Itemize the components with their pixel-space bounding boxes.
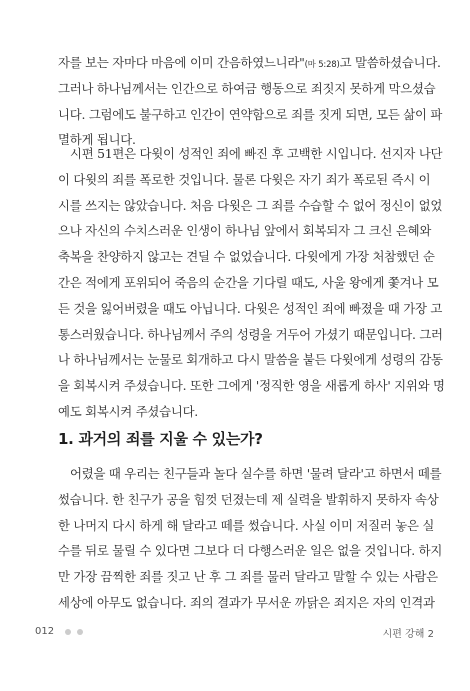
text-line: 멸하게 됩니다. [58, 132, 136, 148]
page-footer-left [35, 626, 83, 637]
text-line: 썼습니다. 한 친구가 공을 힘껏 던졌는데 제 실력을 발휘하지 못하자 속상 [58, 491, 439, 507]
text-line: 시편 51편은 다윗이 성적인 죄에 빠진 후 고백한 시입니다. 선지자 나단 [70, 146, 443, 161]
paragraph-1 [58, 50, 443, 153]
text-line: 나 하나님께서는 눈물로 회개하고 다시 말씀을 붙든 다윗에게 성령의 감동 [58, 352, 443, 368]
text-line: 시를 쓰지는 않았습니다. 처음 다윗은 그 죄를 수습할 수 없어 정신이 없었 [58, 197, 443, 213]
dot-icon [65, 629, 71, 635]
text-segment: 고 말씀하셨습니다. [339, 55, 441, 70]
section-heading: 1. 과거의 죄를 지울 수 있는가? [58, 430, 263, 448]
text-line: 만 가장 끔찍한 죄를 짓고 난 후 그 죄를 물러 달라고 말할 수 있는 사람은 [58, 569, 438, 585]
paragraph-3 [58, 461, 443, 616]
text-line: 축복을 찬양하지 않고는 견딜 수 없었습니다. 다윗에게 가장 처참했던 순 [58, 249, 435, 265]
text-line: 어렸을 때 우리는 친구들과 놀다 실수를 하면 '물려 달라'고 하면서 떼를 [70, 466, 442, 481]
paragraph-2 [58, 141, 445, 425]
text-line: 니다. 그럼에도 불구하고 인간이 연약함으로 죄를 짓게 되면, 모든 삶이 파 [58, 106, 443, 122]
text-line: 한 나머지 다시 하게 해 달라고 떼를 썼습니다. 사실 이미 저질러 놓은 실 [58, 517, 435, 533]
text-segment: 자를 보는 자마다 마음에 이미 간음하였느니라" [58, 55, 305, 70]
text-line: 세상에 아무도 없습니다. 죄의 결과가 무서운 까닭은 죄지은 자의 인격과 [58, 594, 435, 610]
decorative-dots [65, 629, 83, 635]
text-line: 그러나 하나님께서는 인간으로 하여금 행동으로 죄짓지 못하게 막으셨습 [58, 80, 436, 96]
page-number: 012 [35, 626, 55, 637]
text-line: 통스러웠습니다. 하나님께서 주의 성령을 거두어 가셨기 때문입니다. 그러 [58, 326, 443, 342]
text-line [58, 50, 441, 76]
scripture-reference: (마 5:28) [304, 60, 340, 70]
dot-icon [77, 629, 83, 635]
running-title: 시편 강해 2 [382, 629, 434, 640]
text-line: 예도 회복시켜 주셨습니다. [58, 403, 198, 419]
text-line: 을 회복시켜 주셨습니다. 또한 그에게 '정직한 영을 새롭게 하사' 지위와 명 [58, 378, 445, 394]
text-line: 으나 자신의 수치스러운 인생이 하나님 앞에서 회복되자 그 크신 은혜와 [58, 223, 432, 239]
text-line: 이 다윗의 죄를 폭로한 것입니다. 물론 다윗은 자기 죄가 폭로된 즉시 이 [58, 171, 431, 187]
text-line: 간은 적에게 포위되어 죽음의 순간을 기다릴 때도, 사울 왕에게 쫓겨나 모 [58, 274, 439, 290]
text-line: 수를 뒤로 물릴 수 있다면 그보다 더 다행스러운 일은 없을 것입니다. 하지 [58, 543, 443, 559]
text-line: 든 것을 잃어버렸을 때도 아닙니다. 다윗은 성적인 죄에 빠졌을 때 가장 고 [58, 300, 443, 316]
